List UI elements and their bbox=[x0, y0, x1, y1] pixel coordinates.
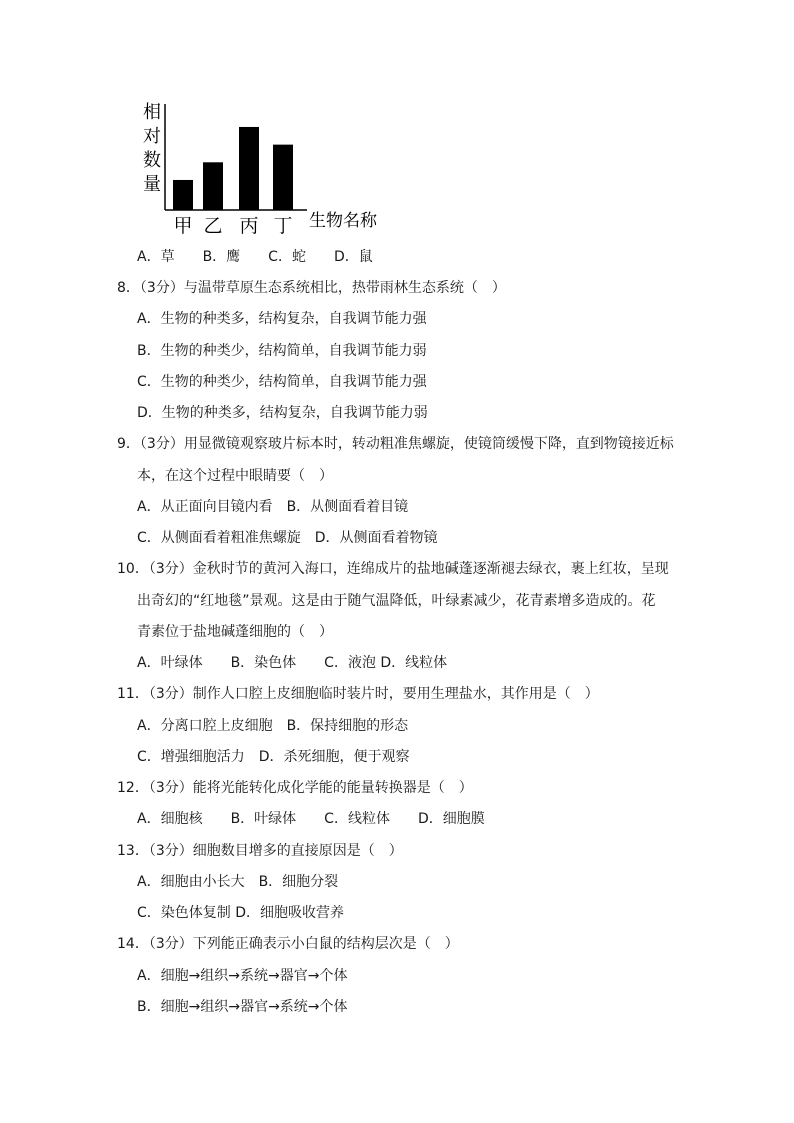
q10-stem-continued: 出奇幻的“红地毯”景观。这是由于随气温降低，叶绿素减少，花青素增多造成的。花 bbox=[137, 593, 656, 609]
q9-stem-continued: 本，在这个过程中眼睛要（ ） bbox=[137, 468, 333, 484]
category-label-4: 丁 bbox=[273, 215, 293, 236]
y-axis-label-char: 量 bbox=[143, 174, 161, 195]
q8-option-c: C．生物的种类少，结构简单，自我调节能力强 bbox=[137, 374, 427, 390]
q7-options: A．草 B．鹰 C．蛇 D．鼠 bbox=[137, 249, 373, 265]
q14-stem: 14．（3分）下列能正确表示小白鼠的结构层次是（ ） bbox=[117, 936, 459, 952]
category-label-1: 甲 bbox=[173, 215, 193, 236]
x-axis-label: 生物名称 bbox=[309, 211, 377, 231]
y-axis-label-char: 相 bbox=[143, 102, 161, 123]
q14-option-b: B．细胞→组织→器官→系统→个体 bbox=[137, 999, 348, 1015]
q10-stem: 10．（3分）金秋时节的黄河入海口，连绵成片的盐地碱蓬逐渐褪去绿衣，裹上红妆，呈现 bbox=[117, 561, 669, 577]
q14-option-a: A．细胞→组织→系统→器官→个体 bbox=[137, 968, 348, 984]
category-label-2: 乙 bbox=[203, 215, 223, 236]
q10-options: A．叶绿体 B．染色体 C．液泡 D．线粒体 bbox=[137, 655, 448, 671]
bar-3 bbox=[239, 127, 259, 210]
q13-options-cd: C．染色体复制 D．细胞吸收营养 bbox=[137, 905, 345, 921]
bar-4 bbox=[273, 145, 293, 210]
q11-options-cd: C．增强细胞活力 D．杀死细胞，便于观察 bbox=[137, 749, 410, 765]
y-axis-label-char: 数 bbox=[143, 150, 161, 171]
q8-option-d: D．生物的种类多，结构复杂，自我调节能力弱 bbox=[137, 405, 428, 421]
q11-stem: 11．（3分）制作人口腔上皮细胞临时装片时，要用生理盐水，其作用是（ ） bbox=[117, 686, 599, 702]
q12-stem: 12．（3分）能将光能转化成化学能的能量转换器是（ ） bbox=[117, 780, 473, 796]
q8-option-b: B．生物的种类少，结构简单，自我调节能力弱 bbox=[137, 343, 427, 359]
q9-options-ab: A．从正面向目镜内看 B．从侧面看着目镜 bbox=[137, 499, 409, 515]
q9-options-cd: C．从侧面看着粗准焦螺旋 D．从侧面看着物镜 bbox=[137, 530, 438, 546]
y-axis-label-char: 对 bbox=[143, 126, 161, 147]
bar-1 bbox=[173, 180, 193, 210]
q12-options: A．细胞核 B．叶绿体 C．线粒体 D．细胞膜 bbox=[137, 811, 485, 827]
bar-2 bbox=[203, 162, 223, 210]
q9-stem: 9．（3分）用显微镜观察玻片标本时，转动粗准焦螺旋，使镜筒缓慢下降，直到物镜接近标 bbox=[117, 436, 674, 452]
q8-option-a: A．生物的种类多，结构复杂，自我调节能力强 bbox=[137, 311, 427, 327]
category-label-3: 丙 bbox=[239, 215, 259, 236]
q13-stem: 13．（3分）细胞数目增多的直接原因是（ ） bbox=[117, 843, 403, 859]
q11-options-ab: A．分离口腔上皮细胞 B．保持细胞的形态 bbox=[137, 718, 409, 734]
q13-options-ab: A．细胞由小长大 B．细胞分裂 bbox=[137, 874, 339, 890]
q10-stem-continued-2: 青素位于盐地碱蓬细胞的（ ） bbox=[137, 624, 333, 640]
q8-stem: 8．（3分）与温带草原生态系统相比，热带雨林生态系统（ ） bbox=[117, 280, 506, 296]
bar-chart bbox=[135, 96, 395, 236]
